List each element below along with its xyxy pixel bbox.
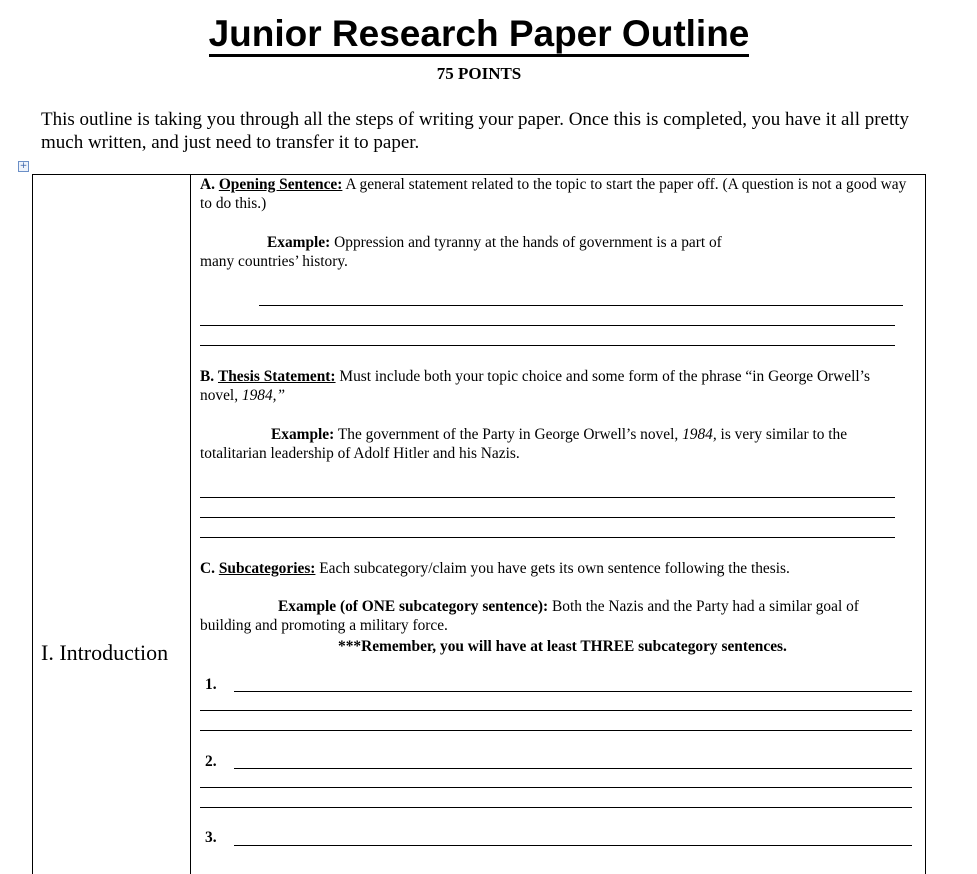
section-c-heading: Subcategories: (218, 560, 316, 577)
answer-line[interactable] (234, 845, 912, 846)
section-c-paragraph (200, 559, 910, 578)
section-b-text-italic: 1984,” (241, 387, 286, 404)
intro-paragraph: This outline is taking you through all the steps of writing your paper. Once this is completed, you have it all pretty much written, and just need to transfer it to paper. (41, 109, 910, 153)
section-a-paragraph (200, 175, 910, 213)
table-move-handle-icon[interactable]: + (19, 161, 28, 171)
answer-line[interactable] (200, 537, 895, 538)
subcategory-number-3: 3. (205, 829, 217, 846)
section-a-example-label: Example: (267, 234, 331, 251)
section-b-example-text2: is very similar to the totalitarian leadership of Adolf Hitler and his Nazis. (200, 426, 848, 462)
answer-line[interactable] (200, 787, 912, 788)
answer-line[interactable] (200, 497, 895, 498)
section-c-example-text: Both the Nazis and the Party had a similar goal of building and promoting a military force. (200, 598, 859, 634)
section-c-example-label: Example (of ONE subcategory sentence): (278, 598, 549, 615)
section-b-letter: B. (200, 368, 215, 385)
row-label-introduction: I. Introduction (41, 640, 169, 665)
answer-line[interactable] (200, 710, 912, 711)
section-b-example-label: Example: (271, 426, 335, 443)
section-b-paragraph (200, 367, 910, 405)
table-column-divider (190, 174, 191, 874)
section-b-text: Must include both your topic choice and some form of the phrase “in George Orwell’s novel, (200, 368, 870, 404)
section-a-letter: A. (200, 176, 215, 193)
outline-table (32, 174, 926, 874)
section-a-example-line1: Oppression and tyranny at the hands of government is a part of (330, 234, 722, 251)
section-b-example-italic: 1984, (682, 426, 717, 443)
section-b-example (200, 425, 910, 463)
section-a-text: A general statement related to the topic to start the paper off. (A question is not a good way to do this.) (200, 176, 907, 212)
section-a-heading: Opening Sentence: (218, 176, 343, 193)
answer-line[interactable] (200, 345, 895, 346)
answer-line[interactable] (234, 691, 912, 692)
section-a-example (200, 233, 910, 252)
section-a-example-line2: many countries’ history. (200, 253, 348, 270)
answer-line[interactable] (259, 305, 903, 306)
answer-line[interactable] (200, 517, 895, 518)
answer-line[interactable] (200, 325, 895, 326)
section-c-text: Each subcategory/claim you have gets its own sentence following the thesis. (315, 560, 790, 577)
answer-line[interactable] (200, 807, 912, 808)
section-c-letter: C. (200, 560, 215, 577)
section-c-reminder: ***Remember, you will have at least THREE subcategory sentences. (338, 638, 787, 655)
subcategory-number-2: 2. (205, 753, 217, 770)
section-b-heading: Thesis Statement: (217, 368, 336, 385)
document-title: Junior Research Paper Outline (0, 12, 958, 56)
section-c-example (200, 597, 910, 635)
subcategory-number-1: 1. (205, 676, 217, 693)
answer-line[interactable] (200, 730, 912, 731)
section-b-example-text: The government of the Party in George Orwell’s novel, (334, 426, 683, 443)
answer-line[interactable] (234, 768, 912, 769)
points-label: 75 POINTS (436, 64, 522, 83)
